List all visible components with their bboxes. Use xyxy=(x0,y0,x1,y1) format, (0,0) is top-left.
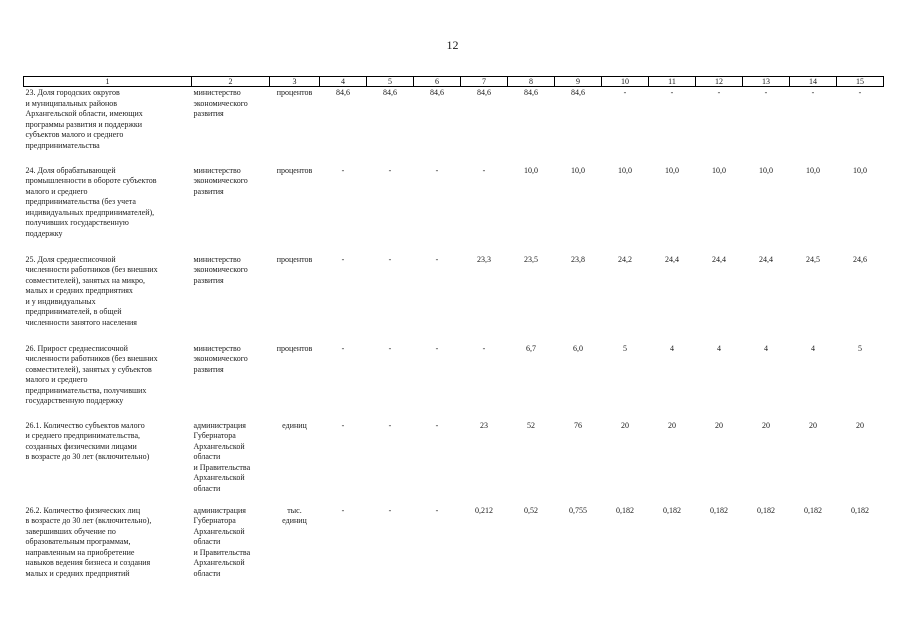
unit-of-measure: процентов xyxy=(276,165,313,175)
column-header: 13 xyxy=(743,77,790,87)
table-row xyxy=(24,254,884,343)
indicator-value: - xyxy=(435,254,439,264)
indicator-value: 84,6 xyxy=(477,88,491,97)
indicator-value: 10,0 xyxy=(524,165,538,175)
indicator-value: - xyxy=(482,165,486,175)
column-header: 15 xyxy=(837,77,884,87)
indicator-value: 0,182 xyxy=(757,505,775,515)
indicator-value: - xyxy=(341,254,345,264)
column-header: 1 xyxy=(24,77,192,87)
indicator-value: 10,0 xyxy=(806,165,820,175)
unit-of-measure: процентов xyxy=(276,343,313,353)
column-header: 14 xyxy=(790,77,837,87)
indicator-value: - xyxy=(341,505,345,515)
indicator-value: 84,6 xyxy=(524,88,538,97)
indicator-value: 20 xyxy=(809,420,817,430)
column-header: 2 xyxy=(192,77,270,87)
indicator-value: 0,182 xyxy=(804,505,822,515)
indicator-value: 52 xyxy=(527,420,535,430)
indicator-value: 10,0 xyxy=(571,165,585,175)
indicator-value: 4 xyxy=(670,343,674,353)
indicators-table xyxy=(23,76,884,587)
indicator-value: 24,5 xyxy=(806,254,820,264)
indicator-value: - xyxy=(717,88,721,97)
indicator-value: - xyxy=(341,420,345,430)
column-header: 10 xyxy=(602,77,649,87)
indicator-name: 26. Прирост среднесписочной численности работников (без внешних совместителей), занятых у субъектов малого и среднего предпринимательства, получивших государственную поддержку xyxy=(25,343,158,406)
table-row xyxy=(24,505,884,587)
indicator-value: - xyxy=(388,165,392,175)
indicator-value: - xyxy=(435,505,439,515)
indicator-value: 24,4 xyxy=(665,254,679,264)
indicator-value: 0,52 xyxy=(524,505,538,515)
table-row xyxy=(24,343,884,420)
table-row xyxy=(24,87,884,165)
indicator-value: 6,7 xyxy=(526,343,536,353)
indicator-value: 0,182 xyxy=(616,505,634,515)
indicator-name: 26.2. Количество физических лиц в возрасте до 30 лет (включительно), завершивших обучение по образовательным программам, направленным на приобретение навыков ведения бизнеса и создания малых и средних предприятий xyxy=(25,505,152,579)
unit-of-measure: единиц xyxy=(282,420,307,430)
indicator-value: - xyxy=(341,165,345,175)
column-header: 6 xyxy=(414,77,461,87)
indicator-value: 4 xyxy=(811,343,815,353)
indicator-value: 0,182 xyxy=(851,505,869,515)
indicator-value: 84,6 xyxy=(336,88,350,97)
indicator-value: 23,5 xyxy=(524,254,538,264)
indicator-value: - xyxy=(811,88,815,97)
indicator-value: - xyxy=(482,343,486,353)
unit-of-measure: процентов xyxy=(276,254,313,264)
column-header: 5 xyxy=(367,77,414,87)
indicator-value: 6,0 xyxy=(573,343,583,353)
table-row xyxy=(24,420,884,505)
indicator-value: 23,3 xyxy=(477,254,491,264)
indicator-value: 84,6 xyxy=(571,88,585,97)
table-body xyxy=(24,87,884,587)
indicator-value: 20 xyxy=(715,420,723,430)
responsible-body: администрация Губернатора Архангельской области и Правительства Архангельской области xyxy=(193,505,251,579)
responsible-body: администрация Губернатора Архангельской области и Правительства Архангельской области xyxy=(193,420,251,494)
indicator-value: 24,4 xyxy=(759,254,773,264)
indicator-value: 20 xyxy=(621,420,629,430)
indicator-value: - xyxy=(435,343,439,353)
column-header: 12 xyxy=(696,77,743,87)
column-header: 7 xyxy=(461,77,508,87)
indicator-value: 0,182 xyxy=(663,505,681,515)
page-number: 12 xyxy=(446,38,459,52)
header-row xyxy=(24,77,884,87)
unit-of-measure: процентов xyxy=(276,88,313,97)
indicator-value: 10,0 xyxy=(759,165,773,175)
indicator-value: 0,755 xyxy=(569,505,587,515)
indicator-value: 24,6 xyxy=(853,254,867,264)
indicator-value: 4 xyxy=(717,343,721,353)
indicator-value: 10,0 xyxy=(665,165,679,175)
indicator-value: - xyxy=(388,254,392,264)
indicator-value: 20 xyxy=(856,420,864,430)
indicator-name: 25. Доля среднесписочной численности работников (без внешних совместителей), занятых на микро, малых и средних предприятиях и у индивидуальных предпринимателей, в общей численности занятого населения xyxy=(25,254,158,328)
indicator-value: - xyxy=(388,505,392,515)
column-header: 4 xyxy=(320,77,367,87)
indicator-value: - xyxy=(764,88,768,97)
column-header: 11 xyxy=(649,77,696,87)
indicator-value: 4 xyxy=(764,343,768,353)
indicator-value: 10,0 xyxy=(853,165,867,175)
indicator-value: 23 xyxy=(480,420,488,430)
responsible-body: министерство экономического развития xyxy=(193,165,248,196)
responsible-body: министерство экономического развития xyxy=(193,254,248,285)
indicator-value: 5 xyxy=(858,343,862,353)
responsible-body: министерство экономического развития xyxy=(193,88,248,119)
indicator-value: 24,2 xyxy=(618,254,632,264)
indicator-value: - xyxy=(435,165,439,175)
indicator-value: 5 xyxy=(623,343,627,353)
column-header: 8 xyxy=(508,77,555,87)
indicator-value: 76 xyxy=(574,420,582,430)
column-header: 9 xyxy=(555,77,602,87)
column-header: 3 xyxy=(270,77,320,87)
indicator-value: 10,0 xyxy=(618,165,632,175)
indicator-name: 26.1. Количество субъектов малого и среднего предпринимательства, созданных физическими лицами в возрасте до 30 лет (включительно) xyxy=(25,420,150,462)
indicator-value: - xyxy=(388,343,392,353)
indicator-value: 20 xyxy=(762,420,770,430)
indicator-value: 24,4 xyxy=(712,254,726,264)
indicator-value: 84,6 xyxy=(383,88,397,97)
indicator-value: 0,212 xyxy=(475,505,493,515)
indicator-value: - xyxy=(623,88,627,97)
indicator-value: - xyxy=(670,88,674,97)
unit-of-measure: тыс. единиц xyxy=(282,505,307,526)
indicator-value: - xyxy=(388,420,392,430)
responsible-body: министерство экономического развития xyxy=(193,343,248,374)
indicator-value: - xyxy=(435,420,439,430)
indicator-value: 23,8 xyxy=(571,254,585,264)
indicator-value: - xyxy=(341,343,345,353)
indicator-value: - xyxy=(858,88,862,97)
indicator-value: 84,6 xyxy=(430,88,444,97)
indicator-value: 0,182 xyxy=(710,505,728,515)
indicator-name: 23. Доля городских округов и муниципальных районов Архангельской области, имеющих программы развития и поддержки субъектов малого и среднего предпринимательства xyxy=(25,88,143,150)
indicator-value: 10,0 xyxy=(712,165,726,175)
table-row xyxy=(24,165,884,254)
indicator-name: 24. Доля обрабатывающей промышленности в обороте субъектов малого и среднего предпринимательства (без учета индивидуальных предпринимателей), получивших государственную поддержку xyxy=(25,165,157,239)
indicator-value: 20 xyxy=(668,420,676,430)
